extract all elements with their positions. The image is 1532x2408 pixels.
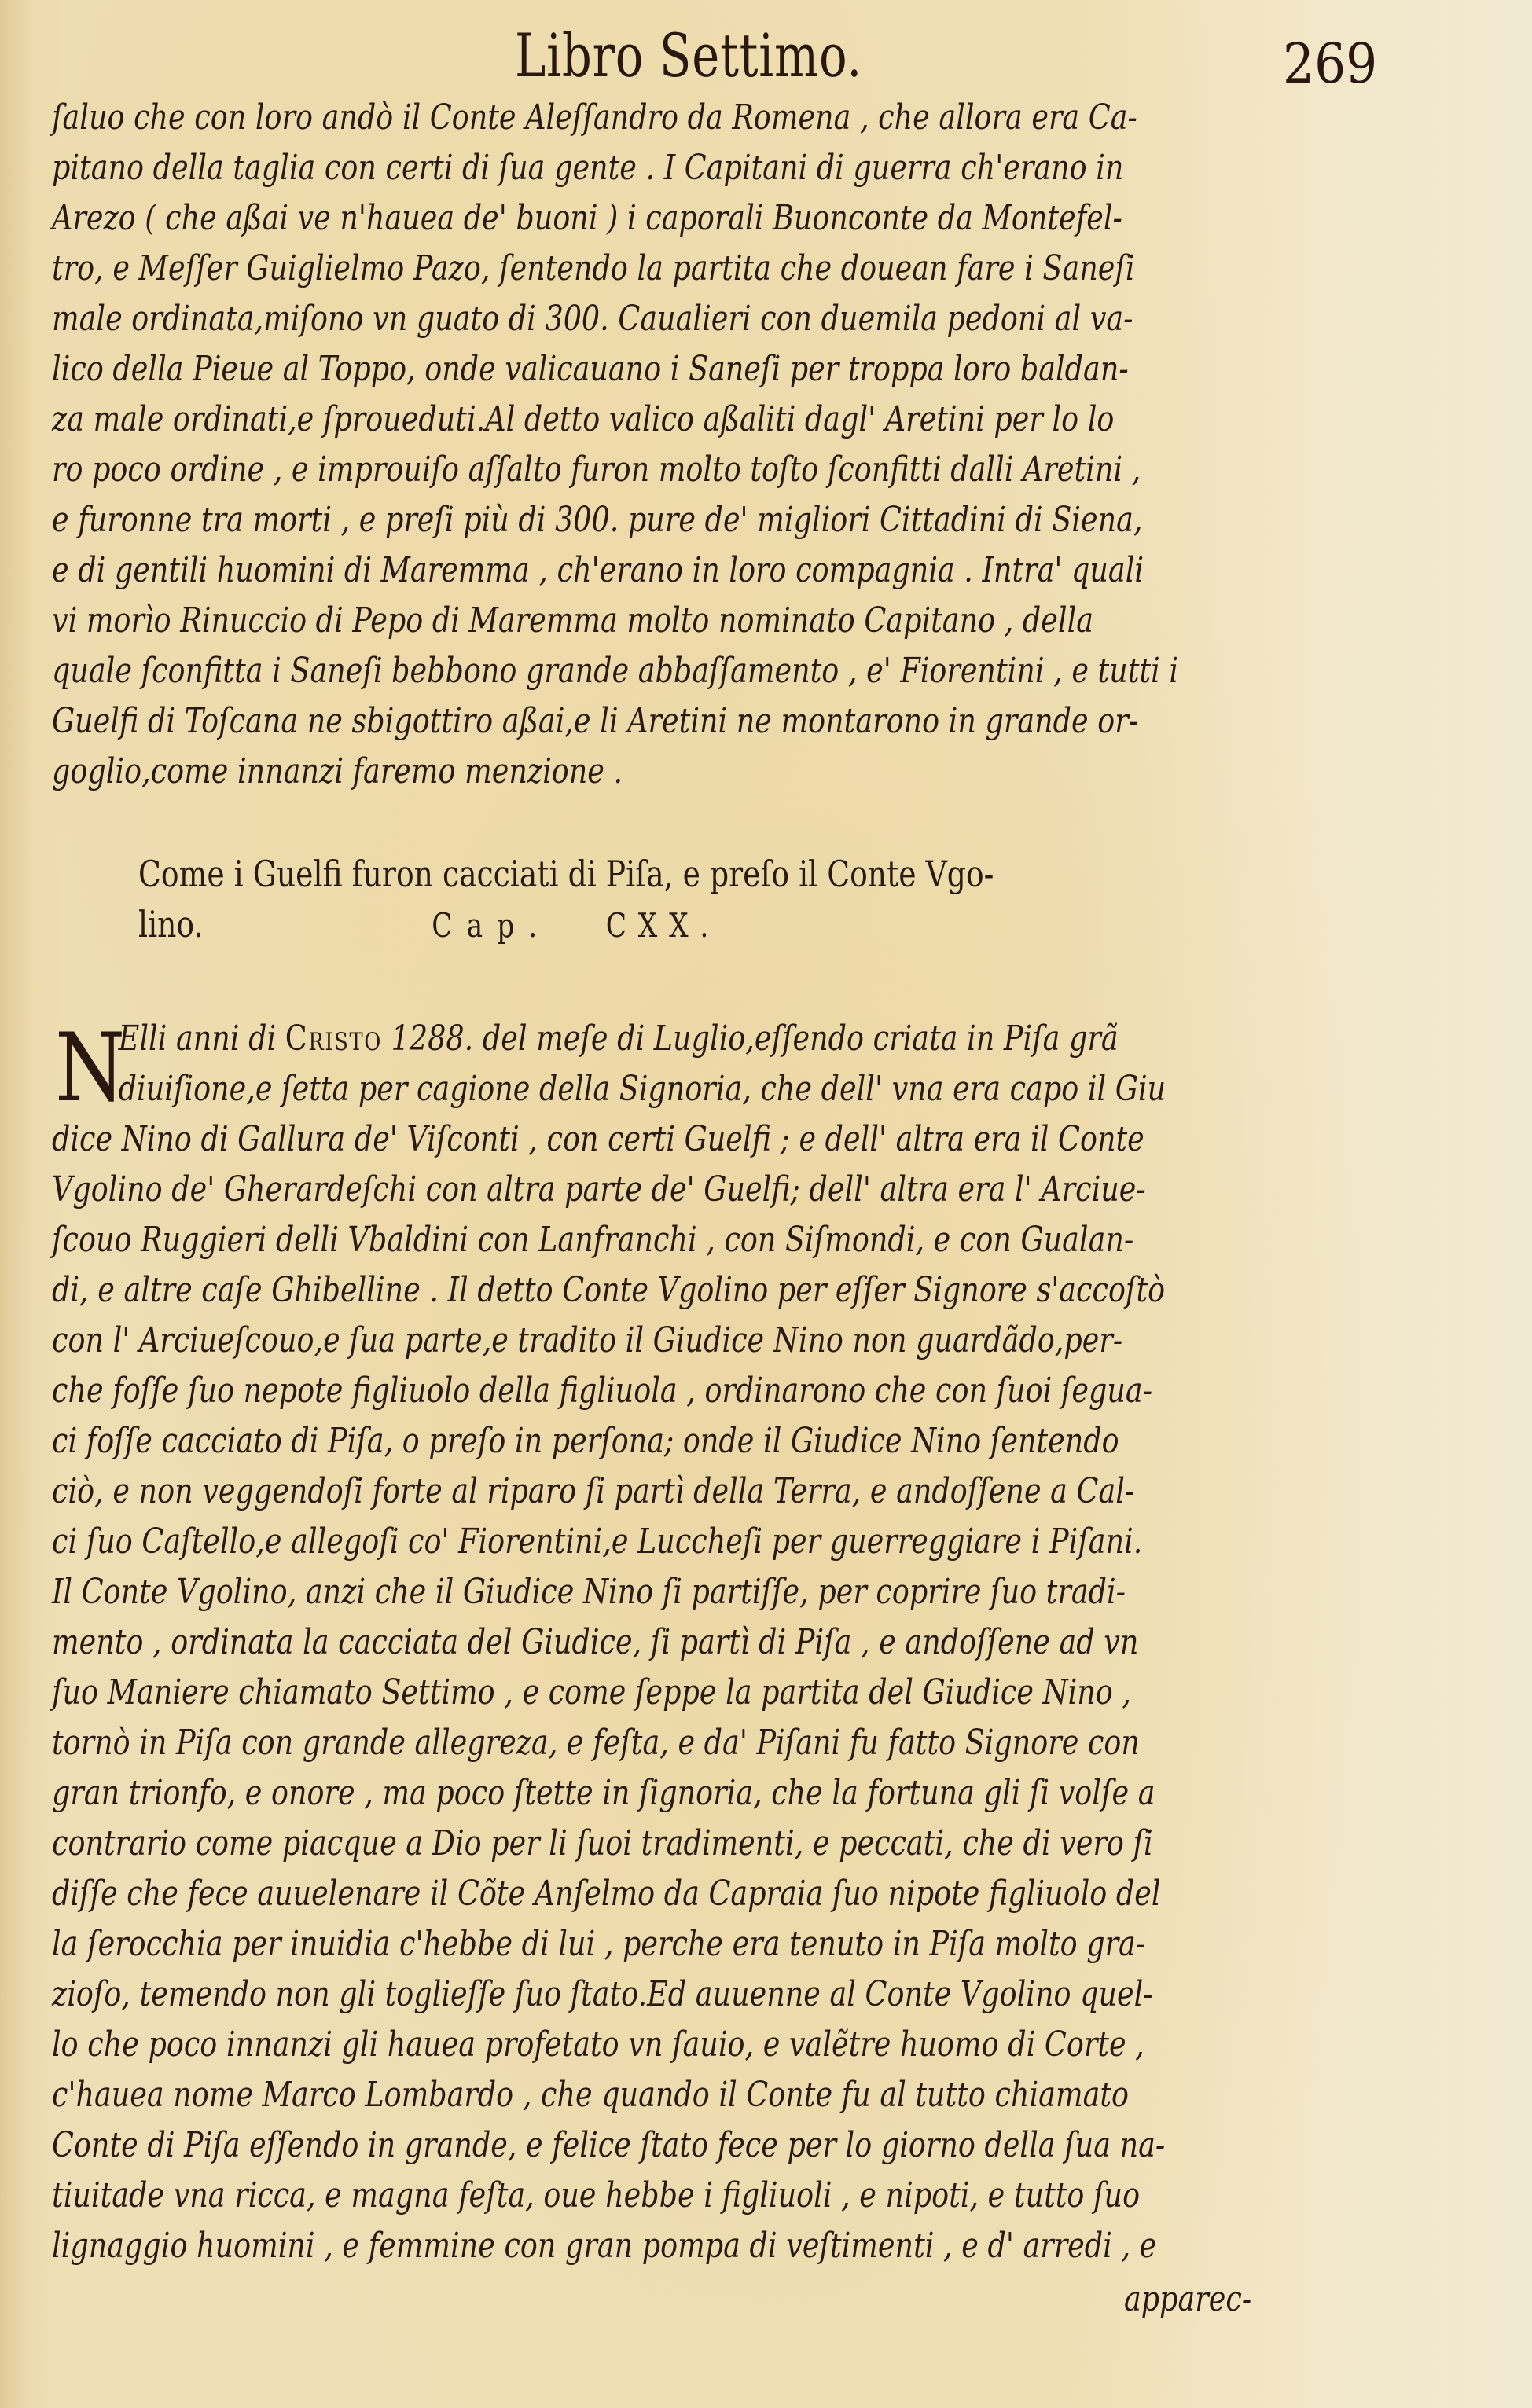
text-line: mento , ordinata la cacciata del Giudice, ſi partì di Piſa , e andoſſene ad vn	[52, 1622, 1139, 1662]
chapter-title-line-2	[138, 899, 1105, 949]
text-line: vi morìo Rinuccio di Pepo di Maremma molto nominato Capitano , della	[52, 600, 1094, 641]
text-line: lignaggio huomini , e femmine con gran pompa di veſtimenti , e d' arredi , e	[52, 2226, 1157, 2266]
text-line: la ſerocchia per inuidia c'hebbe di lui , perche era tenuto in Piſa molto gra-	[52, 1924, 1146, 1964]
text-line: e di gentili huomini di Maremma , ch'erano in loro compagnia . Intra' quali	[52, 550, 1144, 590]
text-line-first	[52, 1014, 1161, 1064]
text-line: Conte di Piſa eſſendo in grande, e felice ſtato fece per lo giorno della ſua na-	[52, 2125, 1166, 2165]
text-line: dice Nino di Gallura de' Viſconti , con certi Guelfi ; e dell' altra era il Conte	[52, 1119, 1144, 1159]
text-fragment: 1288. del meſe di Luglio,eſſendo criata in Piſa grã	[382, 1019, 1119, 1059]
text-line: tro, e Meſſer Guiglielmo Pazo, ſentendo la partita che douean fare i Saneſi	[52, 248, 1135, 288]
text-line: ſaluo che con loro andò il Conte Aleſſandro da Romena , che allora era Ca-	[52, 97, 1137, 138]
small-caps-word: Cristo	[285, 1019, 383, 1059]
paragraph-2	[52, 1014, 1388, 2271]
text-line: ciò, e non veggendoſi forte al riparo ſi partì della Terra, e andoſſene a Cal-	[52, 1471, 1135, 1511]
chapter-number: CXX.	[605, 906, 721, 945]
drop-cap-initial: N	[55, 1014, 126, 1123]
text-line: ſuo Maniere chiamato Settimo , e come ſeppe la partita del Giudice Nino ,	[52, 1672, 1131, 1712]
text-line: che foſſe ſuo nepote figliuolo della figliuola , ordinarono che con ſuoi ſegua-	[52, 1371, 1153, 1411]
page-edge-shadow	[0, 0, 31, 2408]
chapter-title-end: lino.	[138, 903, 204, 945]
text-line: Guelfi di Toſcana ne sbigottiro aßai,e li Aretini ne montarono in grande or-	[52, 701, 1139, 741]
text-line: zioſo, temendo non gli toglieſſe ſuo ſtato.Ed auuenne al Conte Vgolino quel-	[52, 1974, 1153, 2014]
text-line: ci foſſe cacciato di Piſa, o preſo in perſona; onde il Giudice Nino ſentendo	[52, 1421, 1119, 1461]
text-line: ro poco ordine , e improuiſo aſſalto furon molto toſto ſconfitti dalli Aretini ,	[52, 450, 1141, 490]
text-line: gran trionfo, e onore , ma poco ſtette in ſignoria, che la fortuna gli ſi volſe a	[52, 1773, 1155, 1813]
text-line: tornò in Piſa con grande allegreza, e feſta, e da' Piſani fu fatto Signore con	[52, 1723, 1140, 1763]
text-line: diſſe che fece auuelenare il Cõte Anſelmo da Capraia ſuo nipote figliuolo del	[52, 1874, 1161, 1914]
catchword: apparec-	[1124, 2279, 1252, 2319]
text-line: Arezo ( che aßai ve n'hauea de' buoni ) i caporali Buonconte da Montefel-	[52, 198, 1122, 238]
chapter-heading	[138, 849, 1317, 949]
text-line: goglio,come innanzi faremo menzione .	[52, 751, 623, 791]
text-line: ſcouo Ruggieri delli Vbaldini con Lanfranchi , con Siſmondi, e con Gualan-	[52, 1220, 1134, 1260]
running-head	[0, 14, 1532, 101]
text-line: con l' Arciueſcouo,e ſua parte,e tradito il Giudice Nino non guardãdo,per-	[52, 1320, 1123, 1360]
text-line: ci ſuo Caſtello,e allegoſi co' Fiorentini,e Luccheſi per guerreggiare i Piſani.	[52, 1522, 1143, 1562]
text-line: za male ordinati,e ſproueduti.Al detto valico aßaliti dagl' Aretini per lo lo	[52, 399, 1115, 439]
chapter-title-line-1: Come i Guelfi furon cacciati di Piſa, e preſo il Conte Vgo-	[138, 853, 994, 895]
text-line: pitano della taglia con certi di ſua gente . I Capitani di guerra ch'erano in	[52, 148, 1124, 188]
text-fragment: Elli anni di	[118, 1019, 285, 1059]
running-title: Libro Settimo.	[515, 20, 863, 90]
text-line: di, e altre caſe Ghibelline . Il detto Conte Vgolino per eſſer Signore s'accoſtò	[52, 1270, 1166, 1310]
text-line: Vgolino de' Gherardeſchi con altra parte de' Guelfi; dell' altra era l' Arciue-	[52, 1169, 1146, 1210]
chapter-label: Cap.	[432, 906, 552, 945]
text-line: lo che poco innanzi gli hauea profetato vn ſauio, e valẽtre huomo di Corte ,	[52, 2024, 1144, 2065]
text-line: male ordinata,miſono vn guato di 300. Caualieri con duemila pedoni al va-	[52, 299, 1133, 339]
page-number: 269	[1283, 31, 1378, 96]
text-line: contrario come piacque a Dio per li ſuoi tradimenti, e peccati, che di vero ſi	[52, 1823, 1153, 1863]
text-line: tiuitade vna ricca, e magna feſta, oue hebbe i figliuoli , e nipoti, e tutto ſuo	[52, 2175, 1141, 2215]
text-line: Il Conte Vgolino, anzi che il Giudice Nino ſi partiſſe, per coprire ſuo tradi-	[52, 1572, 1126, 1612]
text-line: e furonne tra morti , e preſi più di 300. pure de' migliori Cittadini di Siena,	[52, 500, 1143, 540]
text-line: lico della Pieue al Toppo, onde valicauano i Saneſi per troppa loro baldan-	[52, 349, 1129, 389]
paragraph-1	[52, 93, 1388, 797]
text-line: diuiſione,e ſetta per cagione della Signoria, che dell' vna era capo il Giu	[118, 1069, 1166, 1109]
text-line: quale ſconfitta i Saneſi bebbono grande abbaſſamento , e' Fiorentini , e tutti i	[52, 651, 1179, 691]
text-line: c'hauea nome Marco Lombardo , che quando il Conte fu al tutto chiamato	[52, 2075, 1130, 2115]
